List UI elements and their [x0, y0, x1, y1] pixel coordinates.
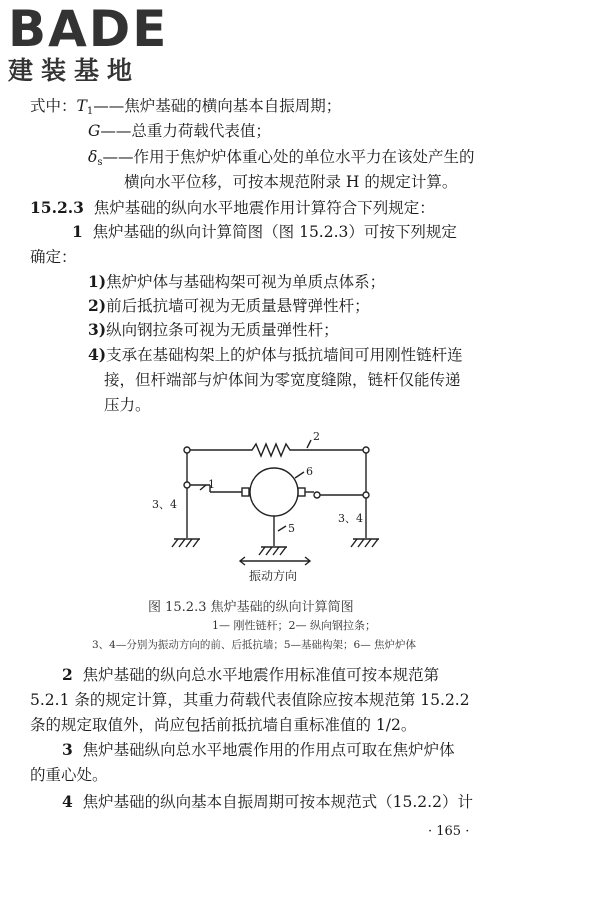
item1-line2: 确定：	[30, 248, 77, 266]
item3-text: 焦炉基础纵向总水平地震作用的作用点可取在焦炉炉体	[82, 741, 455, 759]
subitem-label: 4)	[88, 345, 107, 364]
item1-number: 1	[72, 222, 83, 241]
symbol-t: T	[76, 97, 87, 115]
subscript-1: 1	[86, 106, 94, 117]
label-left-walls: 3、4	[152, 498, 177, 511]
label-2: 2	[313, 430, 320, 443]
subitem-label: 3)	[88, 320, 107, 339]
subitem-text: 纵向钢拉条可视为无质量弹性杆；	[106, 321, 339, 339]
figure-legend-2: 3、4—分别为振动方向的前、后抵抗墙；5—基础构架；6— 焦炉炉体	[92, 639, 417, 651]
label-5: 5	[288, 522, 295, 535]
item3-number: 3	[62, 740, 73, 759]
definition-row-delta	[88, 147, 475, 173]
right-link-block	[298, 488, 305, 496]
subitem-text: 焦炉炉体与基础构架可视为单质点体系；	[106, 273, 386, 291]
subitem-4	[88, 345, 463, 365]
definition-row-g	[88, 121, 271, 141]
definition-text: ——总重力荷载代表值；	[100, 122, 271, 140]
brand-logo: BADE	[8, 0, 169, 58]
subitem-label: 2)	[88, 296, 107, 315]
subscript-s: s	[97, 157, 103, 168]
subitem-1	[88, 272, 385, 292]
label-1: 1	[208, 478, 215, 491]
left-top-joint	[184, 447, 190, 453]
item3-line1	[62, 740, 455, 760]
definition-lead: 式中：	[30, 97, 77, 115]
item1-text: 焦炉基础的纵向计算简图（图 15.2.3）可按下列规定	[92, 223, 457, 241]
definition-text: ——作用于焦炉炉体重心处的单位水平力在该处产生的	[102, 148, 475, 166]
item4-line1	[62, 792, 473, 812]
item2-number: 2	[62, 665, 73, 684]
subitem-2	[88, 296, 370, 316]
subitem-text: 支承在基础构架上的炉体与抵抗墙间可用刚性链杆连	[106, 346, 463, 364]
coke-oven-body-mass	[250, 468, 298, 516]
right-top-joint	[363, 447, 369, 453]
item2-line1	[62, 665, 439, 685]
left-link-block	[242, 488, 249, 496]
symbol-delta: δ	[88, 148, 98, 166]
subitem-4-line3: 压力。	[104, 396, 151, 414]
symbol-g: G	[88, 122, 101, 140]
section-title: 焦炉基础的纵向水平地震作用计算符合下列规定：	[93, 199, 435, 217]
item1-line1	[72, 222, 457, 242]
figure-caption: 图 15.2.3 焦炉基础的纵向计算简图	[148, 600, 354, 615]
item4-text: 焦炉基础的纵向基本自振周期可按本规范式（15.2.2）计	[82, 793, 473, 811]
direction-label: 振动方向	[249, 569, 298, 583]
longitudinal-calc-diagram	[130, 428, 400, 593]
longitudinal-steel-tie-spring	[190, 444, 363, 456]
left-mid-joint	[184, 482, 190, 488]
brand-subtitle: 建装基地	[8, 56, 141, 85]
subitem-label: 1)	[88, 272, 107, 291]
section-heading	[30, 198, 435, 218]
label-right-walls: 3、4	[338, 512, 363, 525]
subitem-3	[88, 320, 339, 340]
item4-number: 4	[62, 792, 73, 811]
right-mid-joint	[363, 492, 369, 498]
subitem-text: 前后抵抗墙可视为无质量悬臂弹性杆；	[106, 297, 370, 315]
label-6: 6	[306, 465, 313, 478]
item2-line3: 条的规定取值外，尚应包括前抵抗墙自重标准值的 1/2。	[30, 716, 417, 734]
item2-text: 焦炉基础的纵向总水平地震作用标准值可按本规范第	[82, 666, 440, 684]
definition-row-t1	[30, 96, 341, 122]
item2-line2: 5.2.1 条的规定计算，其重力荷载代表值除应按本规范第 15.2.2	[30, 691, 470, 709]
definition-text: ——焦炉基础的横向基本自振周期；	[93, 97, 342, 115]
definition-continuation: 横向水平位移，可按本规范附录 H 的规定计算。	[124, 173, 458, 191]
page-number: · 165 ·	[428, 824, 470, 839]
figure-legend-1: 1— 刚性链杆；2— 纵向钢拉条；	[212, 619, 376, 632]
section-number: 15.2.3	[30, 198, 84, 217]
subitem-4-line2: 接，但杆端部与炉体间为零宽度缝隙，链杆仅能传递	[104, 371, 461, 389]
item3-line2: 的重心处。	[30, 766, 108, 784]
